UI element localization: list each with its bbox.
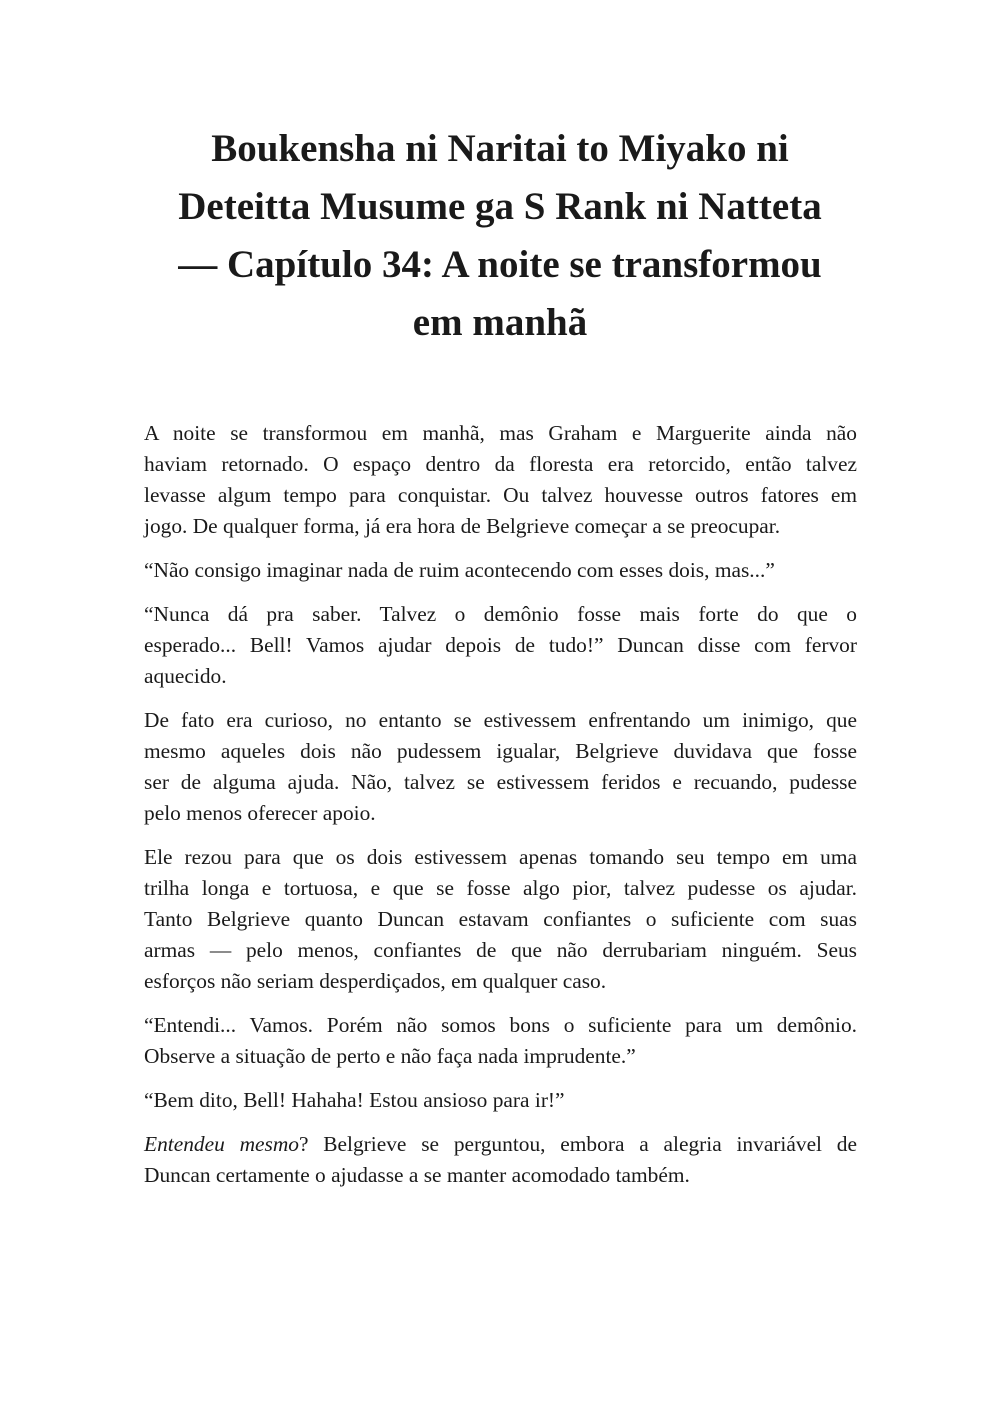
text-line: Ele rezou para que os dois estivessem apenas tomando seu tempo em uma	[144, 845, 857, 869]
text-line: ser de alguma ajuda. Não, talvez se estivessem feridos e recuando, pudesse	[144, 770, 857, 794]
chapter-body	[144, 418, 857, 1204]
text-line: jogo. De qualquer forma, já era hora de Belgrieve começar a se preocupar.	[144, 514, 781, 538]
chapter-title	[130, 120, 870, 352]
text-line: pelo menos oferecer apoio.	[144, 801, 376, 825]
text-line: esforços não seriam desperdiçados, em qualquer caso.	[144, 969, 607, 993]
paragraph	[144, 1010, 857, 1072]
paragraph	[144, 418, 857, 542]
text-line: aquecido.	[144, 664, 227, 688]
text-line: armas — pelo menos, confiantes de que não derrubariam ninguém. Seus	[144, 938, 857, 962]
text-line: levasse algum tempo para conquistar. Ou talvez houvesse outros fatores em	[144, 483, 857, 507]
text-line: “Entendi... Vamos. Porém não somos bons o suficiente para um demônio.	[144, 1013, 857, 1037]
paragraph	[144, 599, 857, 692]
text-line: “Bem dito, Bell! Hahaha! Estou ansioso para ir!”	[144, 1088, 565, 1112]
text-line: “Não consigo imaginar nada de ruim acontecendo com esses dois, mas...”	[144, 558, 775, 582]
text-line: De fato era curioso, no entanto se estivessem enfrentando um inimigo, que	[144, 708, 857, 732]
text-line: Duncan certamente o ajudasse a se manter acomodado também.	[144, 1163, 690, 1187]
text-line: esperado... Bell! Vamos ajudar depois de tudo!” Duncan disse com fervor	[144, 633, 857, 657]
paragraph	[144, 1085, 857, 1116]
text-line: Observe a situação de perto e não faça nada imprudente.”	[144, 1044, 636, 1068]
paragraph	[144, 705, 857, 829]
text-line: “Nunca dá pra saber. Talvez o demônio fosse mais forte do que o	[144, 602, 857, 626]
title-line: Boukensha ni Naritai to Miyako ni	[211, 127, 789, 170]
title-line: Deteitta Musume ga S Rank ni Natteta	[178, 185, 822, 228]
paragraph	[144, 1129, 857, 1191]
paragraph	[144, 842, 857, 997]
title-line: — Capítulo 34: A noite se transformou	[178, 243, 822, 286]
text-line: Tanto Belgrieve quanto Duncan estavam confiantes o suficiente com suas	[144, 907, 857, 931]
title-line: em manhã	[412, 301, 588, 344]
text-run: ? Belgrieve se perguntou, embora a alegria invariável de	[298, 1132, 857, 1156]
text-line	[144, 1129, 857, 1160]
text-line: mesmo aqueles dois não pudessem igualar, Belgrieve duvidava que fosse	[144, 739, 857, 763]
text-line: trilha longa e tortuosa, e que se fosse algo pior, talvez pudesse os ajudar.	[144, 876, 857, 900]
text-line: A noite se transformou em manhã, mas Graham e Marguerite ainda não	[144, 421, 857, 445]
text-line: haviam retornado. O espaço dentro da floresta era retorcido, então talvez	[144, 452, 857, 476]
italic-phrase: Entendeu mesmo	[144, 1132, 299, 1156]
paragraph	[144, 555, 857, 586]
